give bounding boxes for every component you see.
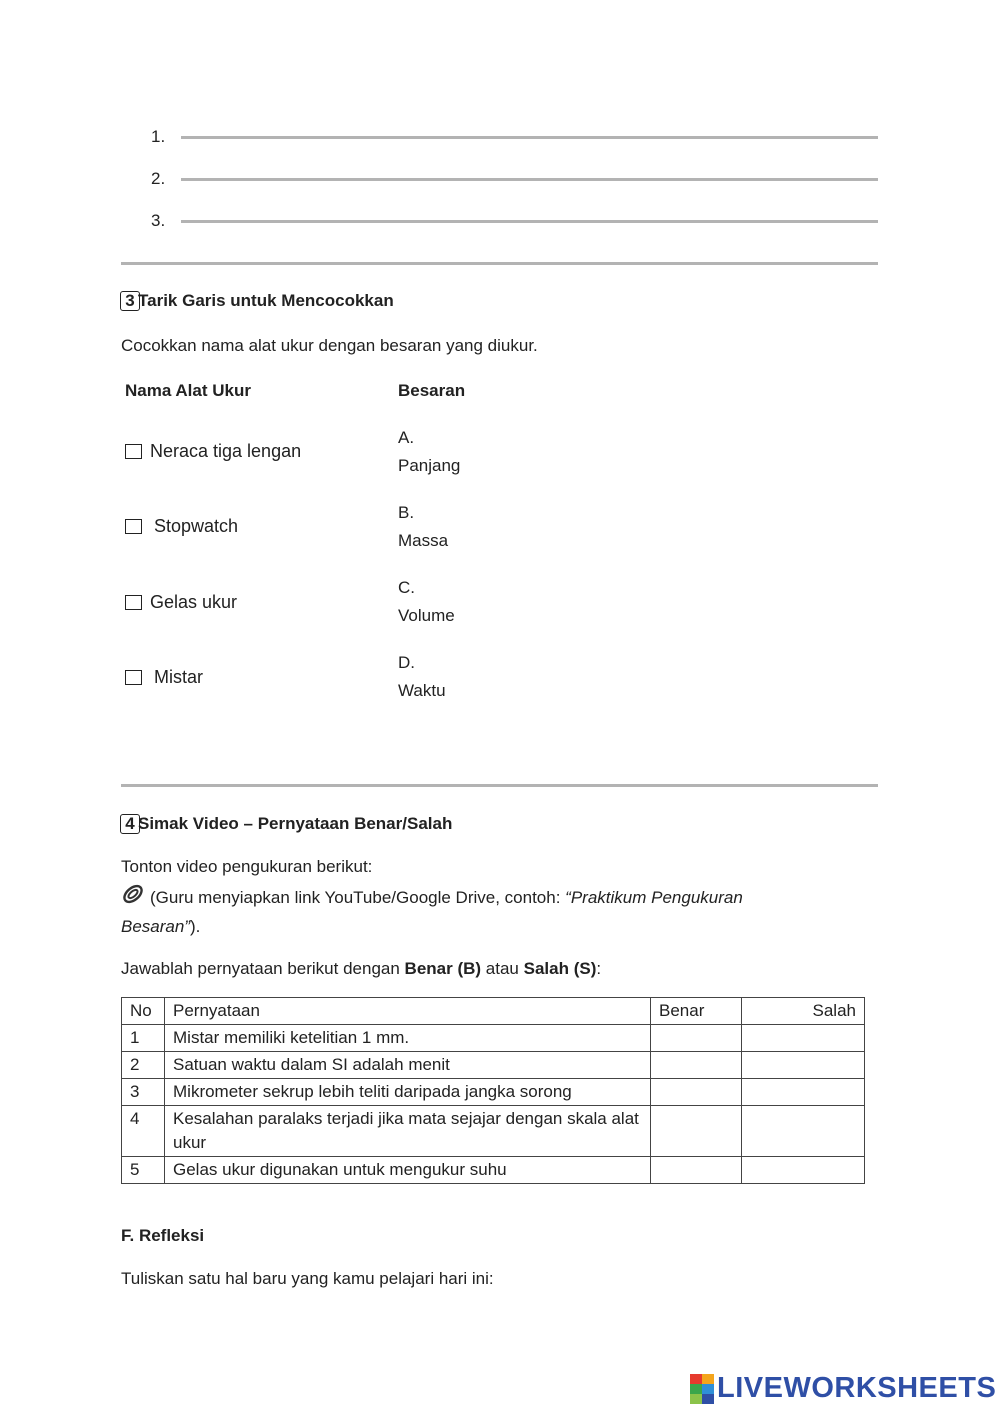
col-head-alat-ukur: Nama Alat Ukur [125,381,251,400]
answer-benar: Benar (B) [404,959,482,978]
answer-number-3: 3. [151,211,166,230]
match-item-label: Neraca tiga lengan [150,441,302,461]
salah-cell[interactable] [742,1106,865,1157]
match-item-label: Stopwatch [154,516,239,536]
row-statement: Satuan waktu dalam SI adalah menit [165,1052,651,1079]
benar-cell[interactable] [651,1052,742,1079]
header-benar: Benar [651,998,742,1025]
row-no: 1 [122,1025,165,1052]
paperclip-icon [121,883,145,914]
row-no: 2 [122,1052,165,1079]
option-b[interactable] [398,499,448,555]
benar-cell[interactable] [651,1106,742,1157]
section3-title [120,291,394,311]
section4-title [120,814,452,834]
section4-link-note [121,883,743,914]
table-row [122,1157,865,1184]
col-head-besaran: Besaran [398,381,466,400]
section3-instruction: Cocokkan nama alat ukur dengan besaran yang diukur. [121,336,538,355]
answer-number-2: 2. [151,169,166,188]
option-letter: C. [398,578,415,597]
answer-suffix: : [596,959,602,978]
match-item-2[interactable] [125,516,238,537]
table-header-row [122,998,865,1025]
header-no: No [122,998,165,1025]
answer-salah: Salah (S) [523,959,597,978]
benar-cell[interactable] [651,1157,742,1184]
answer-mid: atau [481,959,524,978]
logo-text: LIVEWORKSHEETS [717,1372,997,1404]
link-note-italic-2: Besaran” [121,917,190,936]
option-c[interactable] [398,574,455,630]
option-letter: A. [398,428,415,447]
section4-badge: 4 [120,814,140,834]
benar-cell[interactable] [651,1025,742,1052]
match-item-3[interactable] [125,592,237,613]
option-letter: B. [398,503,415,522]
row-statement: Mikrometer sekrup lebih teliti daripada jangka sorong [165,1079,651,1106]
option-a[interactable] [398,424,460,480]
option-text: Waktu [398,681,446,700]
section-divider [121,262,878,265]
liveworksheets-logo [690,1372,996,1405]
salah-cell[interactable] [742,1157,865,1184]
logo-icon [690,1374,714,1404]
checkbox-icon[interactable] [125,670,142,685]
option-text: Volume [398,606,455,625]
checkbox-icon[interactable] [125,595,142,610]
option-text: Massa [398,531,449,550]
link-note-prefix: (Guru menyiapkan link YouTube/Google Drive, contoh: [150,888,566,907]
row-no: 3 [122,1079,165,1106]
option-text: Panjang [398,456,461,475]
salah-cell[interactable] [742,1025,865,1052]
table-row [122,1079,865,1106]
reflection-title: F. Refleksi [121,1226,205,1245]
salah-cell[interactable] [742,1052,865,1079]
table-row [122,1025,865,1052]
reflection-prompt: Tuliskan satu hal baru yang kamu pelajari hari ini: [121,1269,494,1288]
match-item-1[interactable] [125,441,301,462]
section4-title-text: Simak Video – Pernyataan Benar/Salah [138,814,453,833]
row-statement: Mistar memiliki ketelitian 1 mm. [165,1025,651,1052]
section3-title-text: Tarik Garis untuk Mencocokkan [138,291,394,310]
checkbox-icon[interactable] [125,519,142,534]
section4-answer-instruction [121,954,601,983]
row-statement: Gelas ukur digunakan untuk mengukur suhu [165,1157,651,1184]
match-item-label: Mistar [154,667,203,687]
match-item-label: Gelas ukur [150,592,238,612]
answer-line-3[interactable] [181,220,878,223]
true-false-table [121,997,865,1184]
header-pernyataan: Pernyataan [165,998,651,1025]
match-item-4[interactable] [125,667,203,688]
benar-cell[interactable] [651,1079,742,1106]
section4-link-note-cont [121,912,200,941]
checkbox-icon[interactable] [125,444,142,459]
row-no: 5 [122,1157,165,1184]
option-d[interactable] [398,649,446,705]
link-note-italic-1: “Praktikum Pengukuran [565,888,743,907]
answer-prefix: Jawablah pernyataan berikut dengan [121,959,405,978]
row-no: 4 [122,1106,165,1157]
answer-line-1[interactable] [181,136,878,139]
answer-number-1: 1. [151,127,166,146]
section-divider [121,784,878,787]
salah-cell[interactable] [742,1079,865,1106]
link-note-suffix: ). [189,917,201,936]
answer-line-2[interactable] [181,178,878,181]
section3-badge: 3 [120,291,140,311]
section4-intro: Tonton video pengukuran berikut: [121,857,373,876]
header-salah: Salah [742,998,865,1025]
option-letter: D. [398,653,415,672]
table-row [122,1052,865,1079]
row-statement: Kesalahan paralaks terjadi jika mata sejajar dengan skala alat ukur [165,1106,651,1157]
table-row [122,1106,865,1157]
